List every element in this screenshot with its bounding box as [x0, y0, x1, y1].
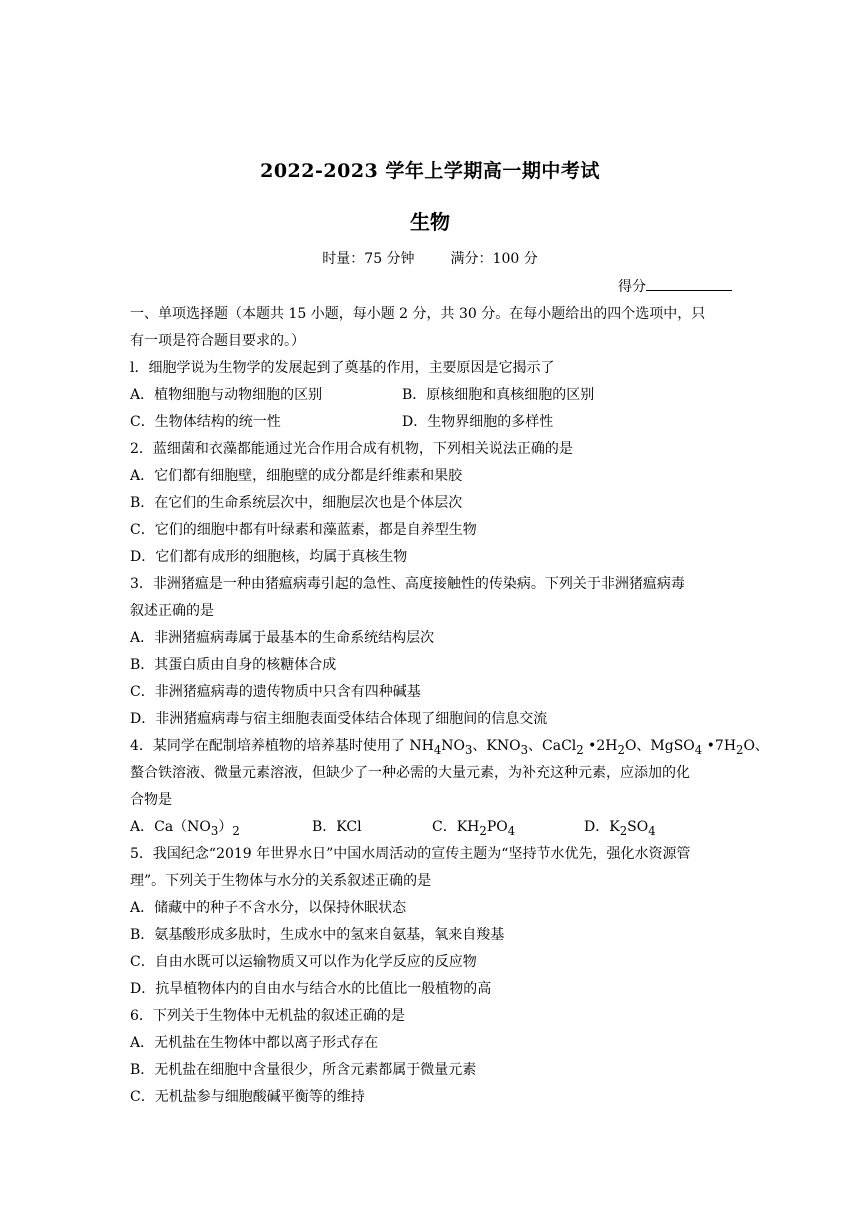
exam-time: 时量：75 分钟: [322, 251, 415, 267]
q5-option-c: C．自由水既可以运输物质又可以作为化学反应的反应物: [130, 954, 477, 970]
q1-option-d: D．生物界细胞的多样性: [402, 414, 554, 430]
q5-stem-line1: 5．我国纪念“2019 年世界水日”中国水周活动的宣传主题为“坚持节水优先，强化水资源管: [130, 846, 691, 862]
q1-stem: l．细胞学说为生物学的发展起到了奠基的作用，主要原因是它揭示了: [130, 360, 555, 376]
q3-option-c: C．非洲猪瘟病毒的遗传物质中只含有四种碱基: [130, 684, 421, 700]
q1-option-c: C．生物体结构的统一性: [130, 414, 281, 430]
questions: [130, 301, 769, 1111]
q1-option-a: A．植物细胞与动物细胞的区别: [130, 387, 323, 403]
q2-stem: 2．蓝细菌和衣藻都能通过光合作用合成有机物，下列相关说法正确的是: [130, 441, 573, 457]
score-field: [618, 276, 732, 296]
q5-option-d: D．抗旱植物体内的自由水与结合水的比值比一般植物的高: [130, 981, 492, 997]
q4-option-c: C．$KH_2PO_4$: [432, 819, 516, 838]
q3-option-b: B．其蛋白质由自身的核糖体合成: [130, 657, 337, 673]
score-blank: [646, 276, 732, 291]
q4-options: [130, 814, 730, 841]
q5-stem-line2: 理”。下列关于生物体与水分的关系叙述正确的是: [130, 873, 432, 889]
q4-stem-line1: 4．某同学在配制培养植物的培养基时使用了 $NH_4NO_3$、$KNO_3$、CaCl$_2$ $•2H_2O$、MgSO$_4$ $•7H_2O$、: [130, 738, 769, 757]
q3-stem-line1: 3．非洲猪瘟是一种由猪瘟病毒引起的急性、高度接触性的传染病。下列关于非洲猪瘟病毒: [130, 576, 685, 592]
exam-title: 2022-2023 学年上学期高一期中考试: [260, 160, 600, 182]
q3-option-d: D．非洲猪瘟病毒与宿主细胞表面受体结合体现了细胞间的信息交流: [130, 711, 548, 727]
q2-option-a: A．它们都有细胞壁，细胞壁的成分都是纤维素和果胶: [130, 468, 463, 484]
exam-subject: 生物: [410, 210, 450, 234]
q4-option-a: A．$Ca(NO_3)_2$: [130, 819, 240, 838]
exam-full-score: 满分：100 分: [450, 251, 538, 267]
q6-option-b: B．无机盐在细胞中含量很少，所含元素都属于微量元素: [130, 1062, 477, 1078]
q6-option-a: A．无机盐在生物体中都以离子形式存在: [130, 1035, 379, 1051]
q1-option-b: B．原核细胞和真核细胞的区别: [402, 387, 595, 403]
q3-option-a: A．非洲猪瘟病毒属于最基本的生命系统结构层次: [130, 630, 435, 646]
exam-meta: [0, 248, 860, 268]
section-intro-line2: 有一项是符合题目要求的。）: [130, 333, 305, 349]
q5-option-b: B．氨基酸形成多肽时，生成水中的氢来自氨基，氧来自羧基: [130, 927, 505, 943]
q5-option-a: A．储藏中的种子不含水分，以保持休眠状态: [130, 900, 407, 916]
q2-option-c: C．它们的细胞中都有叶绿素和藻蓝素，都是自养型生物: [130, 522, 477, 538]
q4-stem-line2: 螯合铁溶液、微量元素溶液，但缺少了一种必需的大量元素，为补充这种元素，应添加的化: [130, 765, 690, 781]
q4-stem-line3: 合物是: [130, 792, 172, 808]
q2-option-d: D．它们都有成形的细胞核，均属于真核生物: [130, 549, 408, 565]
q3-stem-line2: 叙述正确的是: [130, 603, 214, 619]
section-intro-line1: 一、单项选择题（本题共 15 小题，每小题 2 分，共 30 分。在每小题给出的四个选项中，只: [130, 306, 706, 322]
q4-option-d: D．$K_2SO_4$: [584, 819, 656, 838]
q4-option-b: B．KCl: [312, 819, 362, 835]
score-label: 得分: [618, 279, 646, 295]
q2-option-b: B．在它们的生命系统层次中，细胞层次也是个体层次: [130, 495, 463, 511]
q6-option-c: C．无机盐参与细胞酸碱平衡等的维持: [130, 1089, 365, 1105]
q6-stem: 6．下列关于生物体中无机盐的叙述正确的是: [130, 1008, 405, 1024]
